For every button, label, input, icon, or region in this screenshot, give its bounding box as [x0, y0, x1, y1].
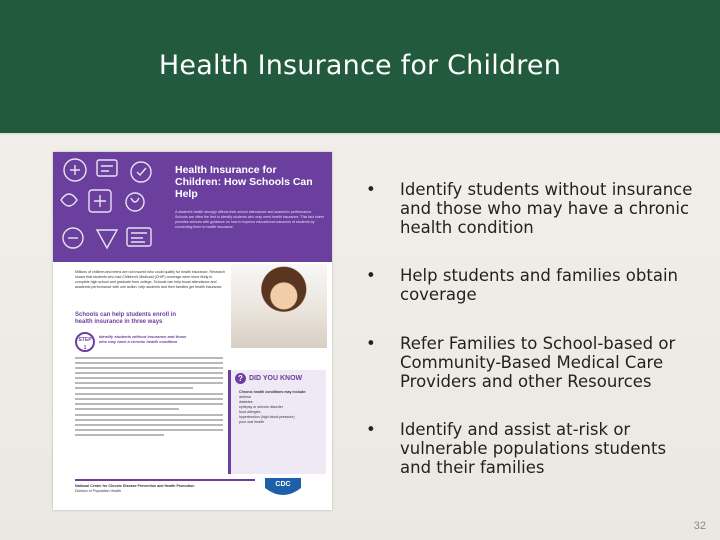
- flyer-body-text: Millions of children and teens are not insured who could qualify for health insurance. Research shows that students who had Children's Medicaid (CHIP) coverage were more likely to complete high school and graduate from college. Schools can help boost attendance and academic performance with one action: help students and their families get health insurance.: [75, 270, 225, 289]
- list-item: asthma: [239, 395, 251, 399]
- bullet-icon: •: [366, 180, 376, 199]
- flyer-intro: A student's health strongly affects their school attendance and academic performance. Schools are often the first to identify students who may need health insurance. This fact sheet provides schools with guidance on how to improve educational outcomes of students by connecting them to health insurance.: [175, 210, 324, 229]
- cdc-logo-icon: [263, 476, 303, 502]
- bullet-icon: •: [366, 266, 376, 285]
- list-item: food allergies: [239, 410, 261, 414]
- dyk-intro: Chronic health conditions may include:: [239, 390, 307, 394]
- bullet-text: Refer Families to School-based or Community-Based Medical Care Providers and other Resources: [400, 334, 676, 391]
- slide-title: Health Insurance for Children: [158, 50, 562, 81]
- question-icon: ?: [235, 373, 246, 384]
- list-item: epilepsy or seizure disorder: [239, 405, 283, 409]
- did-you-know-title: DID YOU KNOW: [249, 375, 303, 382]
- list-item: hypertension (high blood pressure): [239, 415, 295, 419]
- flyer-body-intro: [75, 270, 225, 290]
- footer-line-1: National Center for Chronic Disease Prevention and Health Promotion: [75, 484, 195, 488]
- step-badge: STEP 1: [75, 332, 95, 352]
- step-text: Identify students without insurance and those who may have a chronic health condition: [99, 334, 187, 344]
- bullet-text: Help students and families obtain coverage: [400, 266, 678, 304]
- did-you-know-list: [239, 390, 325, 425]
- list-item: diabetes: [239, 400, 253, 404]
- health-icons-cluster-icon: [53, 152, 168, 262]
- bullet-icon: •: [366, 420, 376, 439]
- flyer-text-lines: [75, 357, 223, 439]
- title-divider: [0, 133, 720, 135]
- bullet-icon: •: [366, 334, 376, 353]
- child-photo: [231, 264, 327, 348]
- list-item: poor oral health: [239, 420, 264, 424]
- flyer-title: Health Insurance for Children: How Schools Can Help: [175, 164, 313, 200]
- flyer-footer: [75, 479, 255, 501]
- flyer-thumbnail: [53, 152, 332, 510]
- footer-line-2: Division of Population Health: [75, 489, 121, 493]
- cdc-logo-text: CDC: [275, 481, 291, 488]
- flyer-header: [53, 152, 332, 262]
- did-you-know-box: [228, 370, 326, 474]
- flyer-subheading: Schools can help students enroll in health insurance in three ways: [75, 312, 177, 325]
- bullet-text: Identify students without insurance and those who may have a chronic health condition: [400, 180, 693, 237]
- title-bar: [0, 0, 720, 133]
- page-number: 32: [693, 520, 706, 532]
- bullet-text: Identify and assist at-risk or vulnerable populations students and their families: [400, 420, 667, 477]
